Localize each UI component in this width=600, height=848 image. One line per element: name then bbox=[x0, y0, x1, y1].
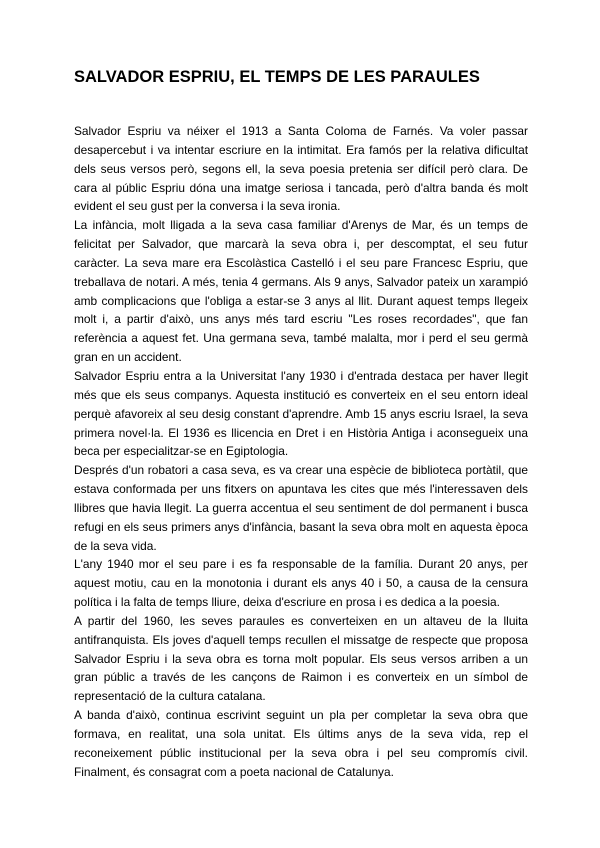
document-body bbox=[74, 122, 528, 782]
paragraph-birth: Salvador Espriu va néixer el 1913 a Santa Coloma de Farnés. Va voler passar desapercebut i va intentar escriure en la intimitat. Era famós per la relativa dificultat dels seus versos però, segons ell, la seva poesia pretenia ser difícil però clara. De cara al públic Espriu dóna una imatge seriosa i tancada, però d'altra banda és molt evident el seu gust per la conversa i la seva ironia. bbox=[74, 124, 528, 214]
paragraph-1940: L'any 1940 mor el seu pare i es fa responsable de la família. Durant 20 anys, per aquest motiu, cau en la monotonia i durant els anys 40 i 50, a causa de la censura política i la falta de temps lliure, deixa d'escriure en prosa i es dedica a la poesia. bbox=[74, 557, 528, 610]
paragraph-final: A banda d'això, continua escrivint seguint un pla per completar la seva obra que formava, en realitat, una sola unitat. Els últims anys de la seva vida, rep el reconeixement públic institucional per la seva obra i pel seu compromís civil. Finalment, és consagrat com a poeta nacional de Catalunya. bbox=[74, 708, 528, 779]
paragraph-childhood: La infància, molt lligada a la seva casa familiar d'Arenys de Mar, és un temps de felicitat per Salvador, que marcarà la seva obra i, per descomptat, el seu futur caràcter. La seva mare era Escolàstica Castelló i el seu pare Francesc Espriu, que treballava de notari. A més, tenia 4 germans. Als 9 anys, Salvador pateix un xarampió amb complicacions que l'obliga a estar-se 3 anys al llit. Durant aquest temps llegeix molt i, a partir d'això, uns anys més tard escriu "Les roses recordades", que fan referència a aquest fet. Una germana seva, també malalta, mor i perd el seu germà gran en un accident. bbox=[74, 218, 528, 365]
paragraph-1960: A partir del 1960, les seves paraules es converteixen en un altaveu de la lluita antifranquista. Els joves d'aquell temps recullen el missatge de respecte que proposa Salvador Espriu i la seva obra es torna molt popular. Els seus versos arriben a un gran públic a través de les cançons de Raimon i es converteix en un símbol de representació de la cultura catalana. bbox=[74, 613, 528, 704]
document-title: SALVADOR ESPRIU, EL TEMPS DE LES PARAULES bbox=[74, 68, 480, 86]
paragraph-university: Salvador Espriu entra a la Universitat l'any 1930 i d'entrada destaca per haver llegit més que els seus companys. Aquesta institució es converteix en el seu entorn ideal perquè afavoreix al seu desig constant d'aprendre. Amb 15 anys escriu Israel, la seva primera novel·la. El 1936 es llicencia en Dret i en Història Antiga i aconsegueix una beca per especialitzar-se en Egiptologia. bbox=[74, 368, 528, 459]
paragraph-library: Després d'un robatori a casa seva, es va crear una espècie de biblioteca portàtil, que estava conformada per uns fitxers on apuntava les cites que més l'interessaven dels llibres que havia llegit. La guerra accentua el seu sentiment de dol permanent i busca refugi en els seus primers anys d'infància, basant la seva obra molt en aquesta època de la seva vida. bbox=[74, 463, 528, 553]
